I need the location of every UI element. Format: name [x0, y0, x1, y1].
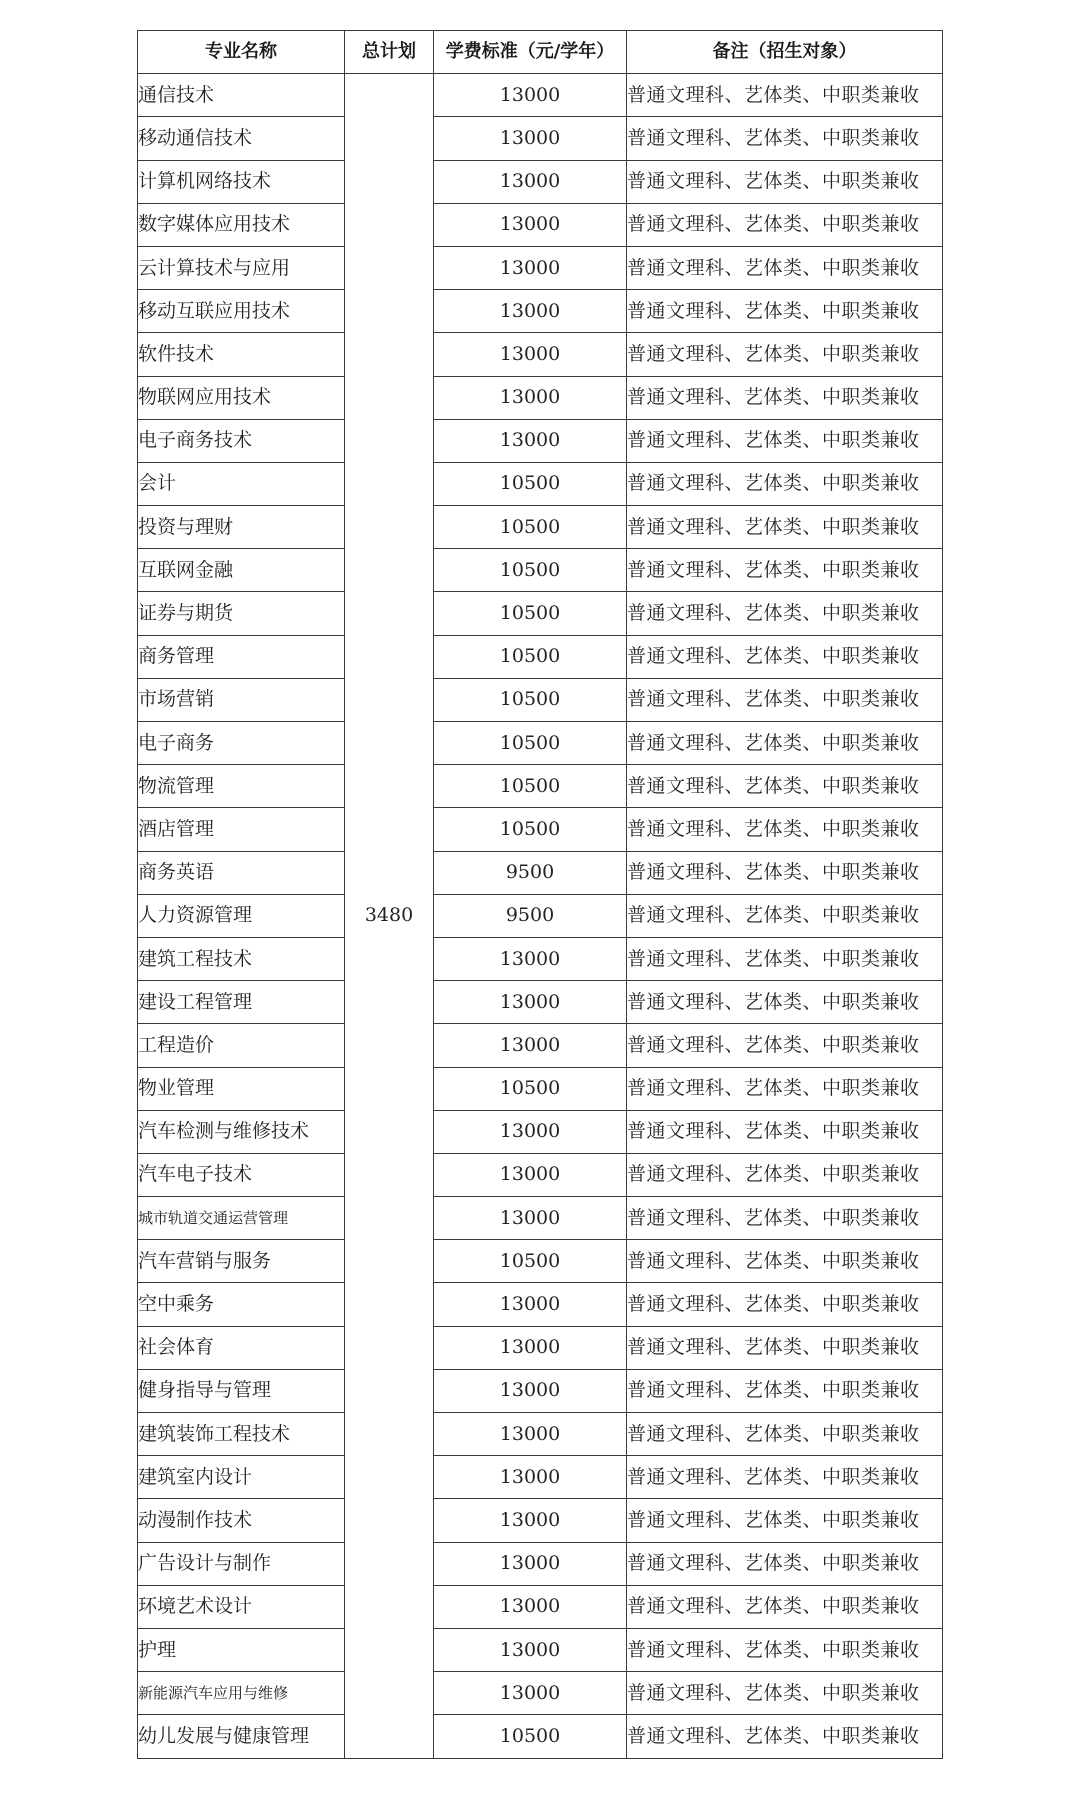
- tuition-cell: 13000: [434, 246, 627, 289]
- remarks-cell: 普通文理科、艺体类、中职类兼收: [627, 1283, 943, 1326]
- major-name-cell: 广告设计与制作: [138, 1542, 345, 1585]
- remarks-cell: 普通文理科、艺体类、中职类兼收: [627, 765, 943, 808]
- table-row: [138, 333, 943, 376]
- table-row: [138, 160, 943, 203]
- major-name-cell: 城市轨道交通运营管理: [138, 1197, 345, 1240]
- tuition-cell: 13000: [434, 1024, 627, 1067]
- remarks-cell: 普通文理科、艺体类、中职类兼收: [627, 462, 943, 505]
- remarks-cell: 普通文理科、艺体类、中职类兼收: [627, 376, 943, 419]
- major-name-cell: 移动通信技术: [138, 117, 345, 160]
- major-name-cell: 建筑室内设计: [138, 1456, 345, 1499]
- remarks-cell: 普通文理科、艺体类、中职类兼收: [627, 894, 943, 937]
- tuition-cell: 9500: [434, 851, 627, 894]
- remarks-cell: 普通文理科、艺体类、中职类兼收: [627, 1369, 943, 1412]
- table-body: [138, 74, 943, 1758]
- major-name-cell: 会计: [138, 462, 345, 505]
- enrollment-plan-table: [137, 30, 943, 1759]
- tuition-cell: 13000: [434, 1499, 627, 1542]
- remarks-cell: 普通文理科、艺体类、中职类兼收: [627, 1240, 943, 1283]
- tuition-cell: 13000: [434, 74, 627, 117]
- tuition-cell: 10500: [434, 592, 627, 635]
- remarks-cell: 普通文理科、艺体类、中职类兼收: [627, 74, 943, 117]
- table-row: [138, 1153, 943, 1196]
- major-name-cell: 建筑工程技术: [138, 937, 345, 980]
- remarks-cell: 普通文理科、艺体类、中职类兼收: [627, 1542, 943, 1585]
- table-row: [138, 419, 943, 462]
- tuition-cell: 10500: [434, 635, 627, 678]
- remarks-cell: 普通文理科、艺体类、中职类兼收: [627, 333, 943, 376]
- remarks-cell: 普通文理科、艺体类、中职类兼收: [627, 937, 943, 980]
- major-name-cell: 物业管理: [138, 1067, 345, 1110]
- table-row: [138, 765, 943, 808]
- tuition-cell: 10500: [434, 678, 627, 721]
- table-row: [138, 290, 943, 333]
- tuition-cell: 13000: [434, 981, 627, 1024]
- header-tuition: 学费标准（元/学年）: [434, 31, 627, 74]
- remarks-cell: 普通文理科、艺体类、中职类兼收: [627, 592, 943, 635]
- tuition-cell: 13000: [434, 160, 627, 203]
- major-name-cell: 汽车营销与服务: [138, 1240, 345, 1283]
- table-row: [138, 1024, 943, 1067]
- total-plan-cell: 3480: [345, 74, 434, 1758]
- table-row: [138, 1197, 943, 1240]
- major-name-cell: 证券与期货: [138, 592, 345, 635]
- major-name-cell: 工程造价: [138, 1024, 345, 1067]
- table-header: [138, 31, 943, 74]
- major-name-cell: 商务管理: [138, 635, 345, 678]
- major-name-cell: 软件技术: [138, 333, 345, 376]
- remarks-cell: 普通文理科、艺体类、中职类兼收: [627, 117, 943, 160]
- tuition-cell: 13000: [434, 333, 627, 376]
- table-row: [138, 1240, 943, 1283]
- table-row: [138, 678, 943, 721]
- table-row: [138, 376, 943, 419]
- tuition-cell: 10500: [434, 765, 627, 808]
- tuition-cell: 13000: [434, 1585, 627, 1628]
- table-row: [138, 74, 943, 117]
- table-row: [138, 1456, 943, 1499]
- header-major-name: 专业名称: [138, 31, 345, 74]
- tuition-cell: 13000: [434, 1326, 627, 1369]
- remarks-cell: 普通文理科、艺体类、中职类兼收: [627, 246, 943, 289]
- remarks-cell: 普通文理科、艺体类、中职类兼收: [627, 1585, 943, 1628]
- tuition-cell: 10500: [434, 808, 627, 851]
- table-row: [138, 203, 943, 246]
- table-row: [138, 981, 943, 1024]
- remarks-cell: 普通文理科、艺体类、中职类兼收: [627, 1672, 943, 1715]
- table-row: [138, 808, 943, 851]
- table-row: [138, 1542, 943, 1585]
- tuition-cell: 13000: [434, 419, 627, 462]
- table-row: [138, 1369, 943, 1412]
- remarks-cell: 普通文理科、艺体类、中职类兼收: [627, 1413, 943, 1456]
- tuition-cell: 13000: [434, 1153, 627, 1196]
- major-name-cell: 空中乘务: [138, 1283, 345, 1326]
- table-row: [138, 1326, 943, 1369]
- header-row: [138, 31, 943, 74]
- tuition-cell: 13000: [434, 1456, 627, 1499]
- header-remarks: 备注（招生对象）: [627, 31, 943, 74]
- remarks-cell: 普通文理科、艺体类、中职类兼收: [627, 419, 943, 462]
- table-row: [138, 1413, 943, 1456]
- major-name-cell: 电子商务: [138, 722, 345, 765]
- tuition-cell: 10500: [434, 506, 627, 549]
- tuition-cell: 13000: [434, 1542, 627, 1585]
- remarks-cell: 普通文理科、艺体类、中职类兼收: [627, 1628, 943, 1671]
- tuition-cell: 13000: [434, 117, 627, 160]
- remarks-cell: 普通文理科、艺体类、中职类兼收: [627, 203, 943, 246]
- table-row: [138, 722, 943, 765]
- remarks-cell: 普通文理科、艺体类、中职类兼收: [627, 678, 943, 721]
- table-row: [138, 1499, 943, 1542]
- remarks-cell: 普通文理科、艺体类、中职类兼收: [627, 635, 943, 678]
- tuition-cell: 13000: [434, 376, 627, 419]
- table-row: [138, 1628, 943, 1671]
- table-row: [138, 592, 943, 635]
- tuition-cell: 13000: [434, 1672, 627, 1715]
- major-name-cell: 健身指导与管理: [138, 1369, 345, 1412]
- tuition-cell: 10500: [434, 722, 627, 765]
- tuition-cell: 13000: [434, 290, 627, 333]
- table-row: [138, 1672, 943, 1715]
- table-row: [138, 635, 943, 678]
- table-row: [138, 1715, 943, 1758]
- tuition-cell: 13000: [434, 1628, 627, 1671]
- table-row: [138, 1067, 943, 1110]
- major-name-cell: 新能源汽车应用与维修: [138, 1672, 345, 1715]
- header-total-plan: 总计划: [345, 31, 434, 74]
- major-name-cell: 投资与理财: [138, 506, 345, 549]
- major-name-cell: 幼儿发展与健康管理: [138, 1715, 345, 1758]
- table-row: [138, 1585, 943, 1628]
- remarks-cell: 普通文理科、艺体类、中职类兼收: [627, 1110, 943, 1153]
- remarks-cell: 普通文理科、艺体类、中职类兼收: [627, 1153, 943, 1196]
- tuition-cell: 13000: [434, 1369, 627, 1412]
- remarks-cell: 普通文理科、艺体类、中职类兼收: [627, 981, 943, 1024]
- major-name-cell: 人力资源管理: [138, 894, 345, 937]
- remarks-cell: 普通文理科、艺体类、中职类兼收: [627, 290, 943, 333]
- major-name-cell: 电子商务技术: [138, 419, 345, 462]
- tuition-cell: 10500: [434, 1067, 627, 1110]
- major-name-cell: 物流管理: [138, 765, 345, 808]
- remarks-cell: 普通文理科、艺体类、中职类兼收: [627, 1067, 943, 1110]
- major-name-cell: 商务英语: [138, 851, 345, 894]
- tuition-cell: 10500: [434, 462, 627, 505]
- remarks-cell: 普通文理科、艺体类、中职类兼收: [627, 506, 943, 549]
- remarks-cell: 普通文理科、艺体类、中职类兼收: [627, 1326, 943, 1369]
- table-row: [138, 117, 943, 160]
- tuition-cell: 13000: [434, 203, 627, 246]
- major-name-cell: 汽车电子技术: [138, 1153, 345, 1196]
- tuition-cell: 10500: [434, 1715, 627, 1758]
- tuition-cell: 13000: [434, 1413, 627, 1456]
- table-row: [138, 549, 943, 592]
- major-name-cell: 护理: [138, 1628, 345, 1671]
- major-name-cell: 酒店管理: [138, 808, 345, 851]
- major-name-cell: 建筑装饰工程技术: [138, 1413, 345, 1456]
- major-name-cell: 通信技术: [138, 74, 345, 117]
- remarks-cell: 普通文理科、艺体类、中职类兼收: [627, 808, 943, 851]
- remarks-cell: 普通文理科、艺体类、中职类兼收: [627, 1715, 943, 1758]
- tuition-cell: 13000: [434, 937, 627, 980]
- major-name-cell: 建设工程管理: [138, 981, 345, 1024]
- major-name-cell: 物联网应用技术: [138, 376, 345, 419]
- remarks-cell: 普通文理科、艺体类、中职类兼收: [627, 549, 943, 592]
- remarks-cell: 普通文理科、艺体类、中职类兼收: [627, 160, 943, 203]
- remarks-cell: 普通文理科、艺体类、中职类兼收: [627, 722, 943, 765]
- table-row: [138, 246, 943, 289]
- table-row: [138, 1283, 943, 1326]
- major-name-cell: 环境艺术设计: [138, 1585, 345, 1628]
- tuition-cell: 9500: [434, 894, 627, 937]
- major-name-cell: 移动互联应用技术: [138, 290, 345, 333]
- tuition-cell: 10500: [434, 1240, 627, 1283]
- major-name-cell: 数字媒体应用技术: [138, 203, 345, 246]
- major-name-cell: 社会体育: [138, 1326, 345, 1369]
- remarks-cell: 普通文理科、艺体类、中职类兼收: [627, 1024, 943, 1067]
- table-row: [138, 851, 943, 894]
- tuition-cell: 13000: [434, 1110, 627, 1153]
- table-row: [138, 506, 943, 549]
- table-row: [138, 462, 943, 505]
- remarks-cell: 普通文理科、艺体类、中职类兼收: [627, 1456, 943, 1499]
- major-name-cell: 互联网金融: [138, 549, 345, 592]
- table-row: [138, 894, 943, 937]
- remarks-cell: 普通文理科、艺体类、中职类兼收: [627, 1197, 943, 1240]
- major-name-cell: 汽车检测与维修技术: [138, 1110, 345, 1153]
- remarks-cell: 普通文理科、艺体类、中职类兼收: [627, 1499, 943, 1542]
- major-name-cell: 云计算技术与应用: [138, 246, 345, 289]
- remarks-cell: 普通文理科、艺体类、中职类兼收: [627, 851, 943, 894]
- table-row: [138, 1110, 943, 1153]
- tuition-cell: 10500: [434, 549, 627, 592]
- tuition-cell: 13000: [434, 1197, 627, 1240]
- tuition-cell: 13000: [434, 1283, 627, 1326]
- major-name-cell: 动漫制作技术: [138, 1499, 345, 1542]
- major-name-cell: 计算机网络技术: [138, 160, 345, 203]
- table-row: [138, 937, 943, 980]
- major-name-cell: 市场营销: [138, 678, 345, 721]
